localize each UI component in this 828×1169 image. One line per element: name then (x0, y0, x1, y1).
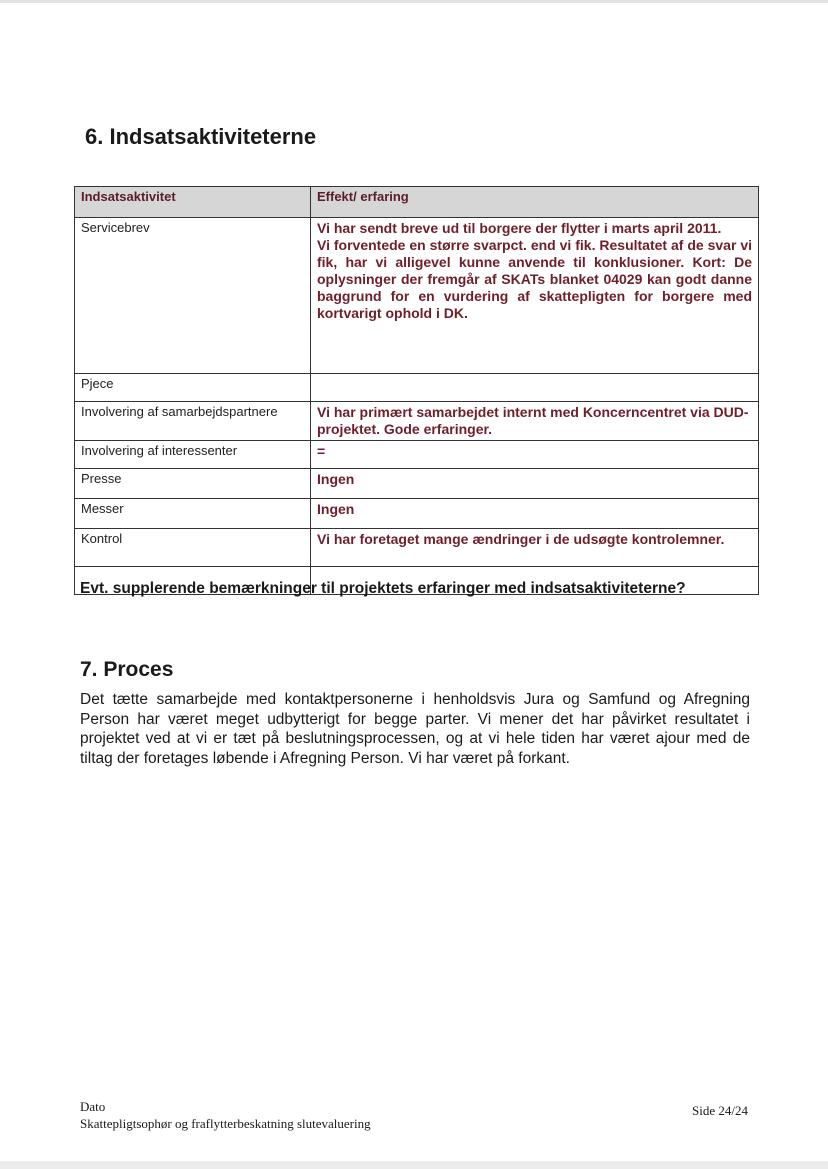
effect-cell (311, 374, 759, 402)
activity-cell: Involvering af interessenter (75, 441, 311, 469)
table-row (75, 499, 759, 529)
effect-cell: = (311, 441, 759, 469)
table-row (75, 469, 759, 499)
table-row (75, 441, 759, 469)
activity-cell: Involvering af samarbejdspartnere (75, 402, 311, 441)
footer-page-number: Side 24/24 (692, 1103, 748, 1118)
activity-cell: Presse (75, 469, 311, 499)
footer-document-title: Skattepligtsophør og fraflytterbeskatning slutevaluering (80, 1116, 371, 1131)
activity-cell: Messer (75, 499, 311, 529)
activity-cell: Servicebrev (75, 218, 311, 374)
activity-cell: Kontrol (75, 529, 311, 567)
effect-cell: Ingen (311, 469, 759, 499)
table-header-row (75, 187, 759, 218)
supplementary-question: Evt. supplerende bemærkninger til projektets erfaringer med indsatsaktiviteterne? (80, 580, 686, 597)
page-bottom-edge (0, 1161, 828, 1169)
table-row (75, 529, 759, 567)
section-7-heading: 7. Proces (80, 658, 174, 681)
effect-cell: Vi har primært samarbejdet internt med Koncerncentret via DUD-projektet. Gode erfaringer. (311, 402, 759, 441)
header-effect: Effekt/ erfaring (311, 187, 759, 218)
activities-table (74, 186, 759, 595)
footer-left (80, 1098, 371, 1132)
table-row (75, 374, 759, 402)
effect-cell: Vi har foretaget mange ændringer i de udsøgte kontrolemner. (311, 529, 759, 567)
table-row (75, 218, 759, 374)
activity-cell: Pjece (75, 374, 311, 402)
section-6-heading: 6. Indsatsaktiviteterne (85, 124, 317, 149)
section-7-body: Det tætte samarbejde med kontaktpersonerne i henholdsvis Jura og Samfund og Afregning Person har været meget udbytterigt for begge parter. Vi mener det har påvirket resultatet i projektet ved at vi er tæt på beslutningsprocessen, og at vi hele tiden har været ajour med de tiltag der foretages løbende i Afregning Person. Vi har været på forkant. (80, 691, 750, 767)
table-row (75, 402, 759, 441)
effect-cell: Ingen (311, 499, 759, 529)
effect-cell: Vi har sendt breve ud til borgere der flytter i marts april 2011. Vi forventede en større svarpct. end vi fik. Resultatet af de svar vi fik, har vi alligevel kunne anvende til konklusioner. Kort: De oplysninger der fremgår af SKATs blanket 04029 kan godt danne baggrund for en vurdering af skattepligten for borgere med kortvarigt ophold i DK. (311, 218, 759, 374)
page-top-edge (0, 0, 828, 3)
header-activity: Indsatsaktivitet (75, 187, 311, 218)
footer-date-label: Dato (80, 1099, 106, 1114)
